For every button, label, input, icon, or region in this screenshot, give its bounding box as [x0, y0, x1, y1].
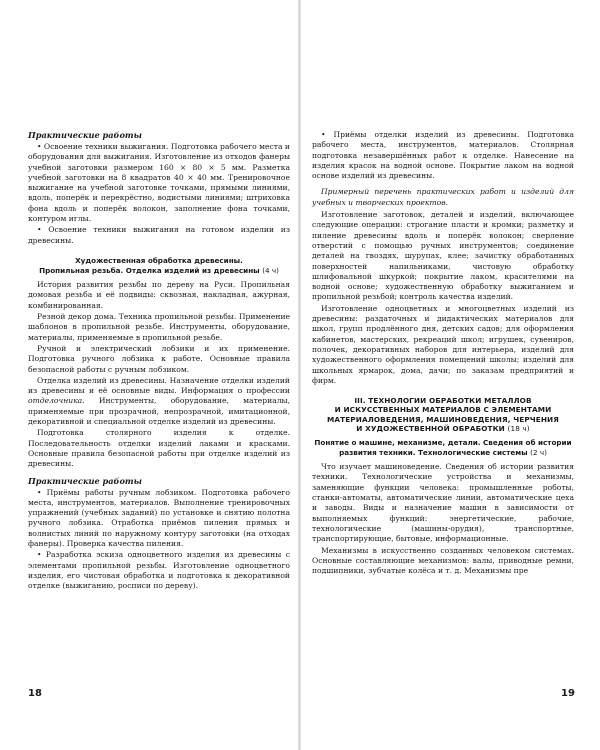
chapter-title-text: И ХУДОЖЕСТВЕННОЙ ОБРАБОТКИ: [356, 423, 505, 433]
page-number: 19: [561, 688, 575, 699]
paragraph: История развития резьбы по дереву на Руси. Пропильная домовая резьба и её подвиды: сквозная, накладная, ажурная, комбинированная.: [28, 280, 290, 310]
profession-term: отделочника: [28, 396, 83, 406]
chapter-hours: (18 ч): [507, 423, 530, 433]
section-subtitle: [28, 266, 290, 276]
section-hours: (4 ч): [262, 265, 279, 275]
paragraph: Изготовление одноцветных и многоцветных изделий из древесины: раздаточных и дидактических материалов для школ, групп продлённого дня, детских садов; для оформления кабинетов, мастерских, рекреаций школ; игрушек, сувениров, полочек, декоративных наборов для интерьера, изделий для художественного оформления помещений школы; изделий для школьных ярмарок, дома, дачи; по заказам предприятий и фирм.: [312, 303, 574, 385]
topic-title-line: Понятие о машине, механизме, детали. Сведения об истории: [314, 437, 572, 447]
paragraph: • Приёмы работы ручным лобзиком. Подготовка рабочего места, инструментов, материалов. Выполнение тренировочных упражнений (учебных заданий) по установке и снятию полотна ручного лобзика. Отработка приёмов пиления прямых и волнистых линий по наружному контуру заготовки (на отходах фанеры). Проверка качества пиления.: [28, 487, 290, 548]
practical-heading: Практические работы: [28, 475, 142, 486]
paragraph: Что изучает машиноведение. Сведения об истории развития техники. Технологические устройства и механизмы, заменяющие функции человека: промышленные роботы, станки-автоматы, автоматические линии, автоматические цеха и заводы. Виды и назначение машин в зависимости от выполняемых функций: энергетические, рабочие, технологические (машины-орудия), транспортные, транспортирующие, бытовые, информационные.: [312, 462, 574, 544]
paragraph: • Разработка эскиза одноцветного изделия из древесины с элементами пропильной резьбы. Изготовление одноцветного изделия, его чистовая обработка и подготовка к декоративной отделке (выжиганию, росписи по дереву).: [28, 550, 290, 591]
paragraph-text: Отделка изделий из древесины. Назначение отделки изделий из древесины и её основные виды. Информация о профессии: [28, 375, 290, 396]
section-title: Художественная обработка древесины.: [75, 255, 243, 265]
paragraph: • Освоение техники выжигания на готовом изделии из древесины.: [28, 225, 290, 245]
section-subtitle-text: Пропильная резьба. Отделка изделий из древесины: [39, 265, 260, 275]
chapter-title-line: III. ТЕХНОЛОГИИ ОБРАБОТКИ МЕТАЛЛОВ: [354, 396, 532, 406]
italic-intro: Примерный перечень практических работ и изделий для учебных и творческих проектов.: [312, 187, 574, 207]
topic-hours: (2 ч): [530, 447, 547, 457]
paragraph: • Освоение техники выжигания. Подготовка рабочего места и оборудования для выжигания. Изготовление из отходов фанеры учебной заготовки размером 160 × 80 × 5 мм. Разметка учебной заготовки на 8 квадратов 40 × 40 мм. Тренировочное выжигание на учебной заготовке точками, прямыми линиями, вдоль, поперёк и перекрёстно, водистыми линиями; штриховка фона вдоль и поперёк волокон, заполнение фона точками, контуром иглы.: [28, 142, 290, 224]
chapter-title-line: МАТЕРИАЛОВЕДЕНИЯ, МАШИНОВЕДЕНИЯ, ЧЕРЧЕНИЯ: [327, 414, 559, 424]
paragraph: • Приёмы отделки изделий из древесины. Подготовка рабочего места, инструментов, материалов. Столярная подготовка незавершённых работ к отделке. Нанесение на изделия красок на водной основе. Покрытие лаком на водной основе изделий из древесины.: [312, 130, 574, 181]
right-page: [312, 130, 574, 577]
paragraph: Ручной и электрический лобзики и их применение. Подготовка ручного лобзика к работе. Основные правила безопасной работы с ручным лобзиком.: [28, 343, 290, 374]
topic-title-text: развития техники. Технологические системы: [339, 447, 528, 457]
paragraph-text: . Инструменты, оборудование, материалы, применяемые при прозрачной, непрозрачной, имитационной, декоративной и специальной отделке изделий из древесины.: [28, 396, 290, 427]
paragraph: Подготовка столярного изделия к отделке. Последовательность отделки изделий лаками и красками. Основные правила безопасной работы при отделке изделий из древесины.: [28, 428, 290, 469]
page-number: 18: [28, 688, 42, 699]
chapter-title-line: [312, 424, 574, 433]
topic-title-line: [312, 448, 574, 458]
paragraph: [28, 376, 290, 427]
paragraph: Резной декор дома. Техника пропильной резьбы. Применение шаблонов в пропильной резьбе. Инструменты, оборудование, материалы, применяемые в пропильной резьбе.: [28, 312, 290, 342]
practical-heading: Практические работы: [28, 130, 142, 140]
book-gutter: [298, 0, 301, 750]
chapter-title-line: И ИСКУССТВЕННЫХ МАТЕРИАЛОВ С ЭЛЕМЕНТАМИ: [334, 405, 552, 415]
paragraph: Изготовление заготовок, деталей и изделий, включающее следующие операции: строгание пласти и кромки; разметку и пиление древесины вдоль и поперёк волокон; сверление отверстий с помощью ручных инструментов; соединение деталей на гвоздях, шурупах, клее; зачистку обработанных поверхностей напильниками, чистовую обработку шлифовальной шкуркой; покрытие лаком, красителями на водной основе; художественную обработку выжиганием и пропильной резьбой; контроль качества изделий.: [312, 210, 574, 302]
paragraph: Механизмы в искусственно созданных человеком системах. Основные составляющие механизмов: валы, приводные ремни, подшипники, зубчатые колёса и т. д. Механизмы пре: [312, 545, 574, 576]
left-page: [28, 130, 290, 592]
